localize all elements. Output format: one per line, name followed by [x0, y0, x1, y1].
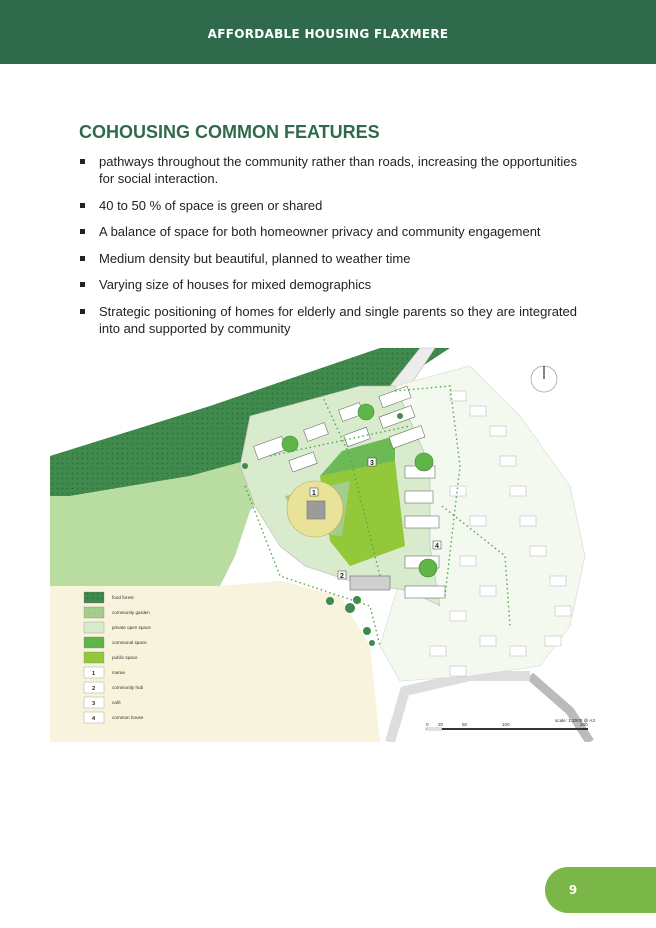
road: [530, 676, 590, 742]
legend-swatch-communal-space: [84, 637, 104, 648]
bullet-icon: [80, 229, 85, 234]
bullet-icon: [80, 282, 85, 287]
bullet-icon: [80, 203, 85, 208]
svg-text:4: 4: [435, 543, 439, 550]
legend-swatch-public-space: [84, 652, 104, 663]
road: [390, 676, 530, 742]
feature-list: [79, 153, 577, 346]
bullet-icon: [80, 309, 85, 314]
legend-label: private open space: [112, 625, 151, 630]
list-item: Strategic positioning of homes for elderly and single parents so they are integrated into and supported by community: [79, 303, 577, 337]
site-plan: [50, 346, 610, 742]
marker-3: [368, 458, 376, 467]
legend-label: community garden: [112, 610, 150, 615]
svg-text:2: 2: [340, 573, 344, 580]
svg-text:3: 3: [370, 460, 374, 467]
scale-tick: 50: [462, 722, 468, 727]
scale-tick: 20: [438, 722, 444, 727]
list-item: 40 to 50 % of space is green or shared: [79, 197, 577, 214]
legend-label: common house: [112, 715, 144, 720]
legend-swatch-private-open-space: [84, 622, 104, 633]
legend-key: 2: [92, 686, 96, 692]
page-number: 9: [568, 883, 578, 897]
marker-4: [433, 541, 441, 550]
building-1: [307, 501, 325, 519]
scale-tick: 0: [426, 722, 429, 727]
marker-2: [338, 571, 346, 580]
bullet-icon: [80, 256, 85, 261]
scale-label: scale: 1:2000 @ A3: [555, 718, 595, 723]
legend-swatch-food-forest: [84, 592, 104, 603]
list-item: pathways throughout the community rather than roads, increasing the opportunities for social interaction.: [79, 153, 577, 187]
legend-label: marae: [112, 670, 126, 675]
legend-label: food forest: [112, 595, 134, 600]
legend-swatch-community-garden: [84, 607, 104, 618]
list-item: A balance of space for both homeowner privacy and community engagement: [79, 223, 577, 240]
legend-key: 1: [92, 671, 96, 677]
legend-label: communal space: [112, 640, 147, 645]
list-item: Medium density but beautiful, planned to weather time: [79, 250, 577, 267]
section-heading: COHOUSING COMMON FEATURES: [79, 122, 380, 142]
scale-tick: 200: [580, 722, 588, 727]
legend-label: café: [112, 700, 121, 705]
legend-key: 4: [92, 716, 96, 722]
legend-label: community hub: [112, 685, 144, 690]
list-item: Varying size of houses for mixed demographics: [79, 276, 577, 293]
bullet-icon: [80, 159, 85, 164]
legend-key: 3: [92, 701, 96, 707]
header-bar: [0, 0, 656, 64]
document-title: AFFORDABLE HOUSING FLAXMERE: [207, 27, 449, 41]
north-arrow-icon: [531, 366, 557, 392]
marker-1: [310, 488, 318, 497]
scale-bar: [426, 718, 595, 730]
svg-text:1: 1: [312, 490, 316, 497]
legend-label: public space: [112, 655, 138, 660]
scale-tick: 100: [502, 722, 510, 727]
